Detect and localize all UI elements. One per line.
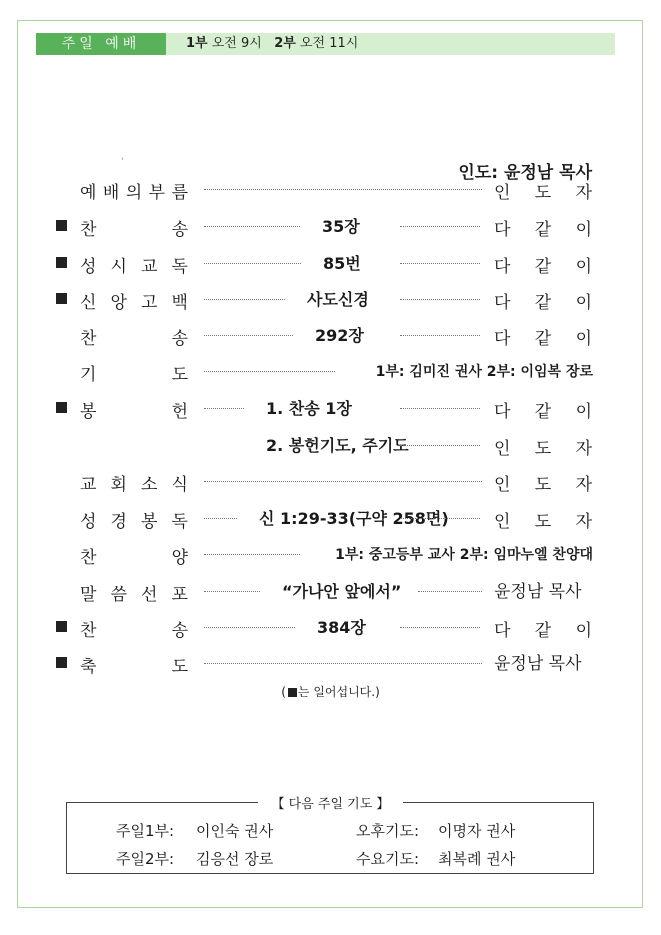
title-char: 말 xyxy=(80,584,97,605)
title-char: 축 xyxy=(80,656,97,677)
standing-square-icon xyxy=(56,402,67,413)
dot-leader xyxy=(204,226,300,227)
service-header xyxy=(36,33,615,55)
standing-square-icon xyxy=(56,621,67,632)
session2-label: 2부 xyxy=(274,36,296,51)
dot-leader xyxy=(204,299,285,300)
dot-leader xyxy=(400,445,480,446)
order-item-responsible xyxy=(494,395,592,423)
prayer-label-1: 주일1부: xyxy=(116,822,175,840)
dot-leader xyxy=(204,371,335,372)
note-open: ( xyxy=(281,685,286,699)
responsible-char: 같 xyxy=(534,219,552,240)
dot-leader xyxy=(204,481,482,482)
title-char: 송 xyxy=(171,620,188,641)
responsible-char: 다 xyxy=(494,328,511,349)
responsible-char: 인 xyxy=(494,182,511,203)
order-item-title xyxy=(80,358,188,386)
title-char: 도 xyxy=(171,364,188,385)
dot-leader xyxy=(204,663,482,664)
responsible-char: 이 xyxy=(575,219,592,240)
title-char: 고 xyxy=(141,292,158,313)
title-char: 신 xyxy=(80,292,97,313)
order-item-detail: 292장 xyxy=(315,326,364,345)
title-char: 송 xyxy=(171,219,188,240)
standing-square-icon xyxy=(56,257,67,268)
responsible-char: 다 xyxy=(494,620,511,641)
prayer-heading-text: 【 다음 주일 기도 】 xyxy=(258,797,404,812)
dot-leader xyxy=(204,518,237,519)
responsible-char: 도 xyxy=(534,182,552,203)
responsible-char: 이 xyxy=(575,620,592,641)
title-char: 소 xyxy=(141,474,158,495)
title-char: 교 xyxy=(141,256,158,277)
title-char: 백 xyxy=(171,292,188,313)
note-text: 는 일어섭니다.) xyxy=(297,685,380,699)
order-row xyxy=(0,505,661,533)
title-char: 기 xyxy=(80,364,97,385)
dot-leader xyxy=(418,591,482,592)
order-item-responsible xyxy=(494,432,592,460)
responsible-char: 이 xyxy=(575,256,592,277)
title-char: 예 xyxy=(80,182,97,203)
session1-time: 오전 9시 xyxy=(211,36,262,51)
dot-leader xyxy=(204,627,295,628)
title-char: 찬 xyxy=(80,547,97,568)
order-item-title xyxy=(80,468,188,496)
responsible-char: 다 xyxy=(494,401,511,422)
responsible-char: 자 xyxy=(575,182,592,203)
order-item-detail: 35장 xyxy=(322,217,360,236)
dot-leader xyxy=(204,335,293,336)
service-leader: 인도: 윤정남 목사 xyxy=(458,163,592,183)
title-char: 찬 xyxy=(80,219,97,240)
order-row xyxy=(0,395,661,423)
title-char: 식 xyxy=(171,474,188,495)
prayer-label-3: 주일2부: xyxy=(116,850,175,868)
title-char: 회 xyxy=(110,474,127,495)
order-row xyxy=(0,578,661,606)
responsible-char: 자 xyxy=(575,438,592,459)
order-item-responsible: 윤정남 목사 xyxy=(494,582,582,602)
prayer-label-4: 수요기도: xyxy=(356,850,420,868)
title-char: 씀 xyxy=(110,584,127,605)
responsible-char: 같 xyxy=(534,620,552,641)
order-row xyxy=(0,541,661,569)
dot-leader xyxy=(400,518,480,519)
standing-square-icon xyxy=(288,688,297,697)
title-char: 독 xyxy=(171,511,188,532)
order-item-title xyxy=(80,578,188,606)
stray-mark: ‘ xyxy=(121,157,124,167)
title-char: 배 xyxy=(102,182,120,203)
responsible-char: 자 xyxy=(575,474,592,495)
title-char: 봉 xyxy=(80,401,97,422)
responsible-char: 다 xyxy=(494,219,511,240)
dot-leader xyxy=(400,226,480,227)
order-row xyxy=(0,286,661,314)
dot-leader xyxy=(400,335,480,336)
responsible-char: 인 xyxy=(494,474,511,495)
title-char: 선 xyxy=(141,584,158,605)
title-char: 독 xyxy=(171,256,188,277)
order-item-responsible: 1부: 중고등부 교사 2부: 임마누엘 찬양대 xyxy=(335,547,593,563)
order-item-detail: 1. 찬송 1장 xyxy=(266,399,352,418)
order-item-responsible xyxy=(494,505,592,533)
order-item-responsible: 1부: 김미진 권사 2부: 이임복 장로 xyxy=(375,364,593,380)
order-item-title xyxy=(80,650,188,678)
order-item-responsible xyxy=(494,286,592,314)
responsible-char: 같 xyxy=(534,328,552,349)
title-char: 경 xyxy=(110,511,127,532)
order-item-title xyxy=(80,614,188,642)
dot-leader xyxy=(400,299,480,300)
prayer-name-4: 최복례 권사 xyxy=(438,850,516,868)
dot-leader xyxy=(204,189,482,190)
responsible-char: 인 xyxy=(494,438,511,459)
dot-leader xyxy=(204,263,301,264)
order-row xyxy=(0,468,661,496)
title-char: 헌 xyxy=(171,401,188,422)
dot-leader xyxy=(204,554,300,555)
standing-note xyxy=(0,683,661,700)
dot-leader xyxy=(204,408,244,409)
dot-leader xyxy=(400,263,480,264)
dot-leader xyxy=(204,591,260,592)
dot-leader xyxy=(400,627,480,628)
order-item-responsible xyxy=(494,213,592,241)
prayer-label-2: 오후기도: xyxy=(356,822,420,840)
responsible-char: 같 xyxy=(534,256,552,277)
order-item-detail: 384장 xyxy=(317,618,366,637)
order-item-detail: 85번 xyxy=(323,254,361,273)
order-row xyxy=(0,176,661,204)
title-char: 도 xyxy=(171,656,188,677)
responsible-char: 인 xyxy=(494,511,511,532)
order-item-responsible: 윤정남 목사 xyxy=(494,654,582,674)
responsible-char: 다 xyxy=(494,292,511,313)
responsible-char: 이 xyxy=(575,292,592,313)
title-char: 름 xyxy=(171,182,188,203)
order-item-responsible xyxy=(494,176,592,204)
order-item-title xyxy=(80,395,188,423)
order-item-title xyxy=(80,322,188,350)
order-item-detail: “가나안 앞에서” xyxy=(282,582,402,601)
title-char: 봉 xyxy=(141,511,158,532)
order-row xyxy=(0,250,661,278)
prayer-name-2: 이명자 권사 xyxy=(438,822,516,840)
title-char: 성 xyxy=(80,256,97,277)
session1-label: 1부 xyxy=(186,36,208,51)
responsible-char: 자 xyxy=(575,511,592,532)
order-row xyxy=(0,213,661,241)
order-item-title xyxy=(80,250,188,278)
order-row xyxy=(0,650,661,678)
order-item-title xyxy=(80,505,188,533)
responsible-char: 같 xyxy=(534,401,552,422)
order-item-detail: 2. 봉헌기도, 주기도 xyxy=(266,436,409,455)
prayer-name-3: 김응선 장로 xyxy=(196,850,274,868)
title-char: 찬 xyxy=(80,620,97,641)
responsible-char: 도 xyxy=(534,474,552,495)
service-times xyxy=(186,33,358,55)
order-row xyxy=(0,358,661,386)
title-char: 교 xyxy=(80,474,97,495)
page-frame xyxy=(17,20,643,908)
responsible-char: 다 xyxy=(494,256,511,277)
responsible-char: 도 xyxy=(534,511,552,532)
standing-square-icon xyxy=(56,657,67,668)
title-char: 시 xyxy=(110,256,127,277)
order-row xyxy=(0,614,661,642)
standing-square-icon xyxy=(56,220,67,231)
order-item-responsible xyxy=(494,250,592,278)
dot-leader xyxy=(400,408,480,409)
order-item-detail: 신 1:29-33(구약 258면) xyxy=(259,509,449,528)
order-row xyxy=(0,322,661,350)
responsible-char: 이 xyxy=(575,328,592,349)
title-char: 찬 xyxy=(80,328,97,349)
standing-square-icon xyxy=(56,293,67,304)
title-char: 성 xyxy=(80,511,97,532)
responsible-char: 도 xyxy=(534,438,552,459)
title-char: 의 xyxy=(125,182,143,203)
order-item-title xyxy=(80,176,188,204)
responsible-char: 같 xyxy=(534,292,552,313)
order-item-responsible xyxy=(494,614,592,642)
order-row xyxy=(0,432,661,460)
prayer-heading xyxy=(0,793,661,812)
service-tab: 주일 예배 xyxy=(36,33,166,55)
title-char: 포 xyxy=(171,584,188,605)
title-char: 양 xyxy=(171,547,188,568)
session2-time: 오전 11시 xyxy=(299,36,359,51)
title-char: 앙 xyxy=(110,292,127,313)
title-char: 송 xyxy=(171,328,188,349)
order-item-detail: 사도신경 xyxy=(307,290,369,309)
title-char: 부 xyxy=(148,182,166,203)
responsible-char: 이 xyxy=(575,401,592,422)
order-item-responsible xyxy=(494,322,592,350)
order-item-title xyxy=(80,541,188,569)
order-item-responsible xyxy=(494,468,592,496)
prayer-name-1: 이인숙 권사 xyxy=(196,822,274,840)
order-item-title xyxy=(80,286,188,314)
order-item-title xyxy=(80,213,188,241)
